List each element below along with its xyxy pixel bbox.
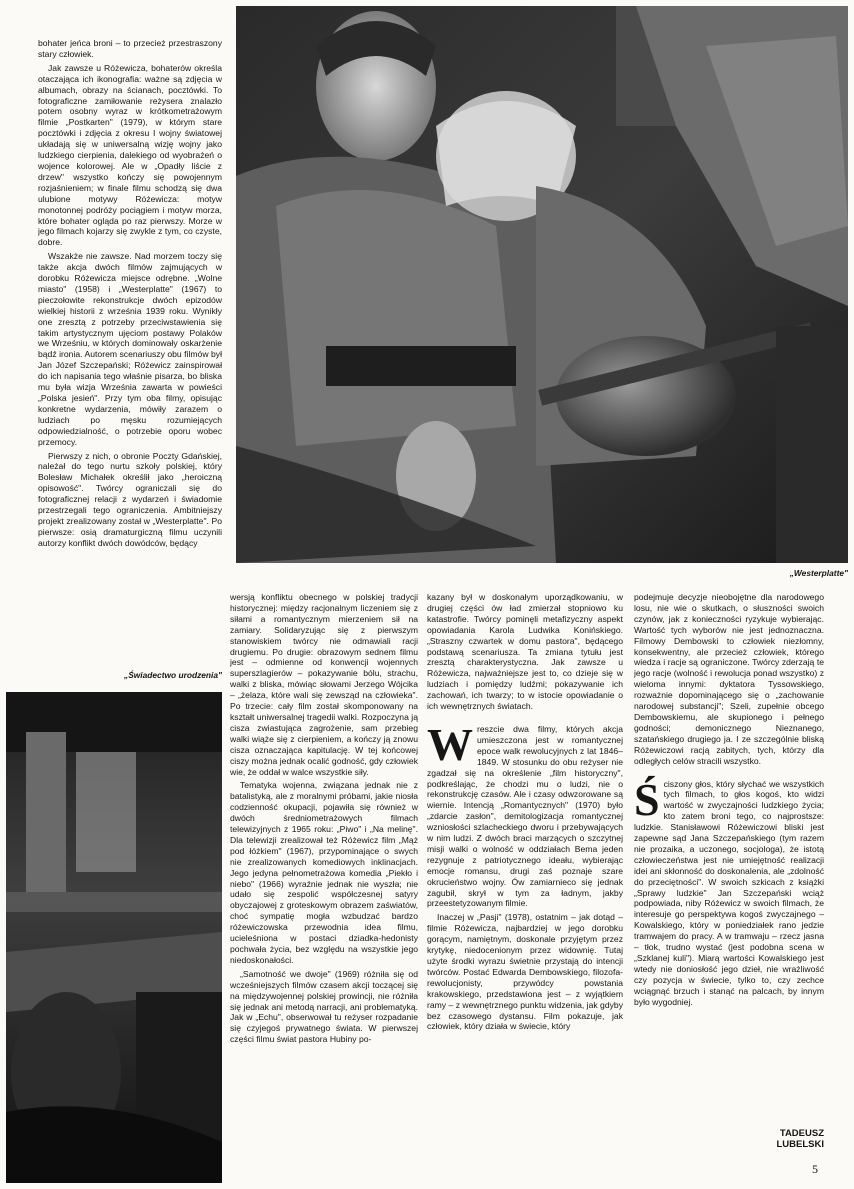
photo-caption-left: „Świadectwo urodzenia" — [124, 670, 222, 680]
author-name — [700, 1128, 824, 1150]
paragraph: Ściszony głos, który słychać we wszystkich tych filmach, to głos kogoś, kto widzi wartość w zwyczajności ludzkiego życia; kto zatem broni tego, co najprostsze: ludzkie. Stanisławowi Różewiczowi bliski jest zapewne sąd Jana Szczepańskiego (tym razem nie prozaika, a uczonego, socjologa), że istotą człowieczeństwa jest nie umiejętność realizacji idei ani skłonność do doskonalenia, ale „zdolność do przeciętności". W swoich szkicach z książki „Sprawy ludzkie" Jan Szczepański wciąż podpowiada, niby Różewicz w swoich filmach, że interesuje go perspektywa kogoś zwyczajnego – Kowalskiego, który w poniedziałek rano jedzie tramwajem do pracy. A w tramwaju – rzecz jasna – tłok, trudno wystać (jest podobna scena w „Szklanej kuli"). Miarą wartości Kowalskiego jest wtedy nie doniosłość jego dzieł, nie wrażliwość czy pozycja w świecie, tylko to, czy zechce wciągnąć brzuch i stanąć na palcach, by innym było wygodniej. — [634, 773, 824, 1007]
drop-cap-s: Ś — [634, 773, 660, 825]
author-last-name: LUBELSKI — [776, 1139, 824, 1150]
article-column-4 — [634, 592, 824, 1140]
article-column-2 — [230, 592, 418, 1182]
paragraph: Wreszcie dwa filmy, których akcja umieszczona jest w romantycznej epoce walk rewolucyjnych z lat 1846–1849. W stosunku do obu reżyser nie zgadzał się na określenie „film historyczny", podkreślając, że chodzi mu o ludzi, nie o rekonstrukcję czasów. Ale i czasy odwzorowane są wiernie. Intencją „Romantycznych" (1970) było „zdarcie zasłon", demitologizacja romantycznej wzniosłości szlacheckiego dworu i przebywających w nim ludzi. Z dwóch braci marzących o szczytnej misji walki o wolność w oddziałach Bema jeden rezygnuje z patriotycznego ideału, wybierając emocje romansu, drugi zaś poznaje szare okrucieństwo wojny. Ów zamiarniеco się jednak zagubił, skrył w tym za ładnym, jakby przeestetyzowanym filmie. — [427, 718, 623, 909]
drop-cap-w: W — [427, 718, 473, 770]
paragraph: kazany był w doskonałym uporządkowaniu, w drugiej części ów ład zmierzał stopniowo ku katastrofie. Twórcy pominęli metafizyczny aspekt opowiadania Karola Ludwika Konińskiego. „Straszny czwartek w domu pastora", będącego podstawą scenariusza. Ta zmiana tytułu jest zresztą charakterystyczna. Jak zawsze u Różewicza, najważniejsze jest to, co dzieje się w ludziach i pomiędzy ludźmi; pokazywanie ich zachowań, ich twarzy; to w istocie opowiadanie o ich wewnętrznych światach. — [427, 592, 623, 712]
paragraph: bohater jeńca broni – to przecież przestraszony stary człowiek. — [38, 38, 222, 59]
westerplatte-photo — [236, 6, 848, 563]
paragraph: wersją konfliktu obecnego w polskiej tradycji historycznej: między racjonalnym liczeniem się z siłami a romantycznym mierzeniem sił na zamiary. Solidaryzując się z pierwszym stanowiskiem twórcy nie odmawiali racji drugiemu. Po drugie: obrazowym sednem filmu jest – odmienne od konwencji wojennych superszlagierów – pokazywanie bólu, strachu, walki z bliska, mówiąc słowami Jerzego Wójcika – „żelaza, które wali się zewsząd na człowieka". Po trzecie: cały film został skomponowany na kształt uniwersalnej tragedii walki. Rozpoczyna ją cisza zwiastująca zagrożenie, sam przebieg walki wiąże się z cierpieniem, a kończy ją znowu cisza oznaczająca kapitulację. W tej końcowej ciszy można jednak ocalić godność, gdy człowiek wie, że oddał w walce wszystkie siły. — [230, 592, 418, 777]
paragraph: podejmuje decyzje nieobojętne dla narodowego losu, nie wie o skutkach, o słuszności swoich czynów, jak z konieczności ryzykuje wybierając. Wartość tych wyborów nie jest jednoznaczna. Filmowy Dembowski to człowiek niezłomny, konsekwentny, ale przecież człowiek, którego wiedza i racje są ograniczone. Twórcy zderzają te jego racje (wolność i rewolucja ponad wszystko) z wieloma innymi: dyktatora Tyssowskiego, rozważnie dopominającego się o „zachowanie narodowej substancji"; Szeli, zupełnie obcego Dembowskiemu, ale skupionego i pełnego godności; demonicznego Nieznanego, szatańskiego drugiego ja. I ze szczególnie bliską Różewiczowi racją zabitych, tych, którzy dla odległych celów stracili wszystko. — [634, 592, 824, 766]
article-column-3 — [427, 592, 623, 1182]
paragraph: Wszakże nie zawsze. Nad morzem toczy się także akcja dwóch filmów zajmujących w dorobku Różewicza miejsce odrębne. „Wolne miasto" (1958) i „Westerplatte" (1967) to pieczołowite rekonstrukcje dwóch epizodów wielkiej historii z września 1939 roku. Wynikły one zresztą z potrzeby przeciwstawienia się takim artystycznym ujęciom postawy Polaków we Wrześniu, w których dominowały oskarżenie bądź ironia. Autorem scenariuszy obu filmów był Jan Józef Szczepański; Różewicz zainspirował do ich napisania tego właśnie pisarza, bo bliska mu była wizja Września zawarta w powieści „Polska jesień". Przy tym oba filmy, opisując konkretne wydarzenia, mówiły zarazem o ludziach po męsku rozumiejących odpowiedzialność, o potrzebie oporu wobec przemocy. — [38, 251, 222, 447]
soldiers-photo-image — [236, 6, 848, 563]
paragraph: „Samotność we dwoje" (1969) różniła się od wcześniejszych filmów czasem akcji toczącej się na międzywojennej polskiej prowincji, nie różniła się jednak ani metodą narracji, ani problematyką. Jak w „Echu", obserwował tu reżyser rozpadanie się czyjegoś prywatnego świata. W pierwszej części filmu świat pastora Hubiny po- — [230, 968, 418, 1045]
child-photo-image — [6, 692, 222, 1183]
paragraph: Inaczej w „Pasji" (1978), ostatnim – jak dotąd – filmie Różewicza, najbardziej w jego dorobku gorącym, namiętnym, doskonale przyjętym przez krytykę, niedocenionym przez widownię. Tutaj użyte środki wyrazu świetnie przystają do intencji twórców. Postać Edwarda Dembowskiego, filozofa-rewolucjonisty, przywódcy powstania krakowskiego, przedstawiona jest – z wyjątkiem ramy – z wewnętrznego punktu widzenia, jak gdyby bez czasowego dystansu. Film pokazuje, jak człowiek, który działa w świecie, który — [427, 912, 623, 1032]
paragraph: Pierwszy z nich, o obronie Poczty Gdańskiej, należał do tego nurtu szkoły polskiej, który Bolesław Michałek określił jako „heroiczną opisowość". Twórcy ograniczali się do fotograficznej relacji z wydarzeń i świadomie przestrzegali tego ograniczenia. Ambitniejszy projekt zrealizowany został w „Westerplatte". Po pierwsze: osią dramaturgiczną filmu uczynili autorzy konflikt dwóch dowódców, będący — [38, 450, 222, 548]
paragraph: Tematyka wojenna, związana jednak nie z batalistyką, ale z moralnymi próbami, jakie niosła codzienność okupacji, pojawiła się również w dwóch średniometrażowych filmach telewizyjnych z 1965 roku: „Piwo" i „Na melinę". Dla telewizji zrealizował też Różewicz film „Mąż pod łóżkiem" (1967), przypominające o swych nie zrealizowanych komediowych inklinacjach. Jego jedyna pełnometrażowa komedia „Piekło i niebo" (1966) wyraźnie jednak nie wyszła; nie udało się zespolić współczesnej satyry obyczajowej z groteskowym obrazem zaświatów, choć sympatię mogła wzbudzać bardzo różewiczowska przewodnia idea filmu, ucieleśniona w postaci dziadka-hedonisty pochwała życia, bez względu na wszystkie jego niedoskonałości. — [230, 780, 418, 965]
author-first-name: TADEUSZ — [779, 1128, 824, 1139]
article-column-1 — [38, 38, 222, 666]
photo-caption-top: „Westerplatte" — [789, 568, 848, 578]
paragraph: Jak zawsze u Różewicza, bohaterów określa otaczająca ich ikonografia: ważne są zdjęcia w albumach, obrazy na ścianach, pocztówki. To fotograficzne zamiłowanie reżysera znalazło potem osobny wyraz w krótkometrażowym filmie „Postkarten" (1979), w którym stare pocztówki i zdjęcia z okresu I wojny światowej układają się w uniwersalną wizję wojny jako ludzkiego cierpienia, dalekiego od wyobrażeń o wojence kolorowej. Ale w „Opadły liście z drzew" wszystko kończy się powojennym rozjaśnieniem; w finale filmu schodzą się dwa ulubione motywy Różewicza: motyw monotonnej podróży pociągiem i motyw morza, które bohater ogląda po raz pierwszy. Morze w jego filmach kojarzy się zwykle z tym, co czyste, dobre. — [38, 62, 222, 248]
swiadectwo-urodzenia-photo — [6, 692, 222, 1183]
page-number: 5 — [812, 1162, 818, 1176]
